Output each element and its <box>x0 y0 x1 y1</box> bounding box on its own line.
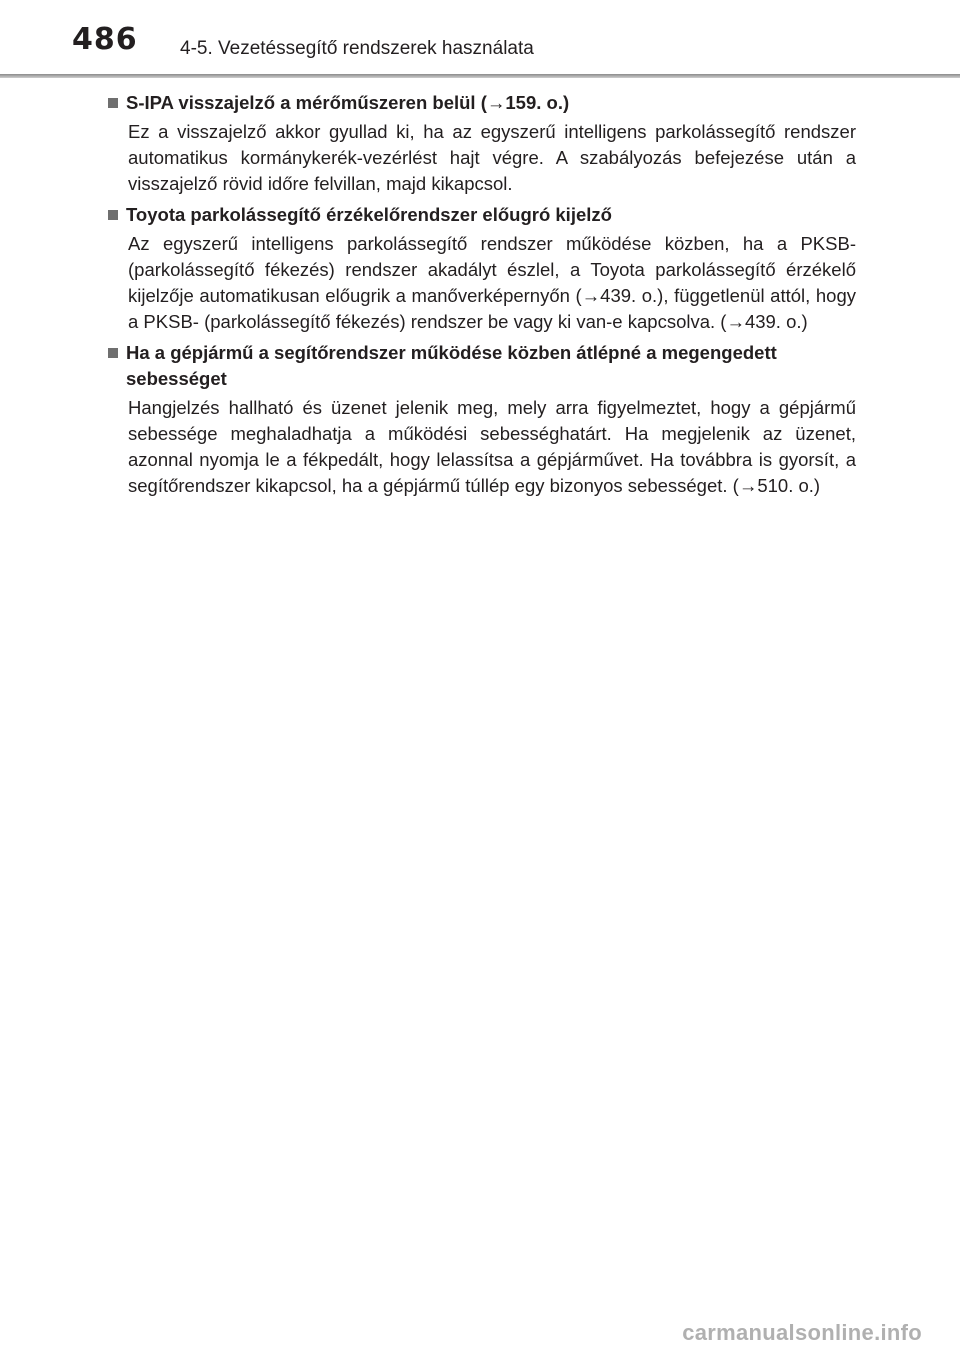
square-bullet-icon <box>108 98 118 108</box>
section-body: Ez a visszajelző akkor gyullad ki, ha az egyszerű intelligens parkolássegítő rendszer automatikus kormánykerék-vezérlést hajt végre. A szabályozás befejezése után a visszajelző rövid időre felvillan, majd kikapcsol. <box>128 121 856 194</box>
section-body: Hangjelzés hallható és üzenet jelenik meg, mely arra figyelmeztet, hogy a gépjármű sebessége meghaladhatja a működési sebességhatárt. Ha megjelenik az üzenet, azonnal nyomja le a fékpedált, hogy lelassítsa a gépjárművet. Ha továbbra is gyorsít, a segítőrendszer kikapcsol, ha a gépjármű túllép egy bizonyos sebességet. (→510. o.) <box>128 397 856 496</box>
section-heading <box>108 340 856 392</box>
section-speed-limit <box>108 340 856 499</box>
square-bullet-icon <box>108 210 118 220</box>
watermark-text: carmanualsonline.info <box>682 1320 922 1345</box>
section-heading-text: Ha a gépjármű a segítőrendszer működése közben átlépné a megengedett sebességet <box>126 342 777 389</box>
section-heading <box>108 90 856 116</box>
section-heading <box>108 202 856 228</box>
section-sipa-indicator <box>108 90 856 197</box>
section-heading-text: Toyota parkolássegítő érzékelőrendszer előugró kijelző <box>126 204 612 225</box>
section-heading-text: S-IPA visszajelző a mérőműszeren belül (→159. o.) <box>126 92 570 113</box>
square-bullet-icon <box>108 348 118 358</box>
section-body: Az egyszerű intelligens parkolássegítő rendszer működése közben, ha a PKSB- (parkolássegítő fékezés) rendszer akadályt észlel, a Toyota parkolássegítő érzékelő kijelzője automatikusan előugrik a manőverképernyőn (→439. o.), függetlenül attól, hogy a PKSB- (parkolássegítő fékezés) rendszer be vagy ki van-e kapcsolva. (→439. o.) <box>128 233 856 332</box>
page-content <box>108 90 856 504</box>
page-number: 486 <box>72 22 138 57</box>
running-head: 4-5. Vezetéssegítő rendszerek használata <box>180 38 534 59</box>
section-popup-display <box>108 202 856 335</box>
header-divider <box>0 74 960 78</box>
